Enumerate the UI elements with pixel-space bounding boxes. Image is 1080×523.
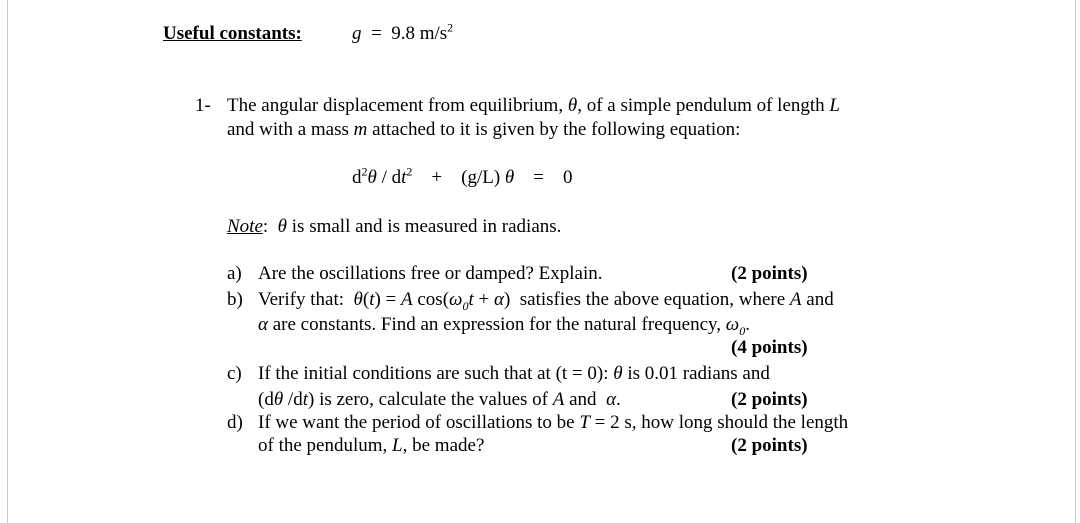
d-text-2b: , be made? xyxy=(402,435,485,456)
b-alpha-2: α xyxy=(258,314,268,335)
b-theta: θ xyxy=(353,289,363,310)
part-b-line-2 xyxy=(258,314,750,336)
b-amplitude: A xyxy=(401,289,413,310)
b-alpha: α xyxy=(493,289,504,310)
q-text-1b: , of a simple pendulum of length xyxy=(577,95,830,116)
question-number: 1- xyxy=(195,95,211,116)
part-b-line-1 xyxy=(258,289,834,311)
b-omega-2-sub: 0 xyxy=(739,323,746,338)
b-suffix: satisfies the above equation, where xyxy=(515,289,790,310)
gravity-constant xyxy=(352,20,454,45)
c-text-2a: is zero, calculate the values of xyxy=(314,389,553,410)
part-d-label: d) xyxy=(227,412,243,433)
c-and: and xyxy=(564,389,602,410)
eq-t: t xyxy=(401,167,407,188)
g-value: 9.8 m/s xyxy=(391,23,448,44)
page-edge-right xyxy=(1075,0,1076,523)
eq-theta: θ xyxy=(367,167,377,188)
length-symbol: L xyxy=(829,95,840,116)
c-theta-2: θ xyxy=(273,389,284,410)
part-d-line-1 xyxy=(258,412,848,434)
q-text-2a: and with a mass xyxy=(227,119,354,140)
note-label: Note xyxy=(227,216,263,237)
eq-exp-b: 2 xyxy=(406,164,413,179)
c-text-1b: is 0.01 radians and xyxy=(622,363,770,384)
b-close: ) xyxy=(503,289,511,310)
c-amplitude: A xyxy=(552,389,565,410)
b-line2-end: . xyxy=(745,314,750,335)
c-alpha: α xyxy=(606,389,617,410)
note-theta: θ xyxy=(277,216,288,237)
b-omega-2: ω xyxy=(725,314,740,335)
note-text: is small and is measured in radians. xyxy=(287,216,562,237)
c-text-1a: If the initial conditions are such that at (t = 0): xyxy=(258,363,614,384)
g-symbol: g xyxy=(352,23,362,44)
part-a-text: Are the oscillations free or damped? Explain. xyxy=(258,263,603,284)
theta-symbol: θ xyxy=(567,95,578,116)
c-t: t xyxy=(302,389,308,410)
note-colon: : xyxy=(262,216,269,237)
question-line-2 xyxy=(227,119,740,141)
question-line-1 xyxy=(227,95,840,117)
note xyxy=(227,216,561,238)
c-paren-d: (d xyxy=(258,389,274,410)
c-paren-close: ) xyxy=(307,389,315,410)
pendulum-equation xyxy=(352,164,573,189)
b-omega-sub: 0 xyxy=(462,298,469,313)
eq-exp: 2 xyxy=(361,164,368,179)
b-prefix: Verify that: xyxy=(258,289,349,310)
d-period-symbol: T xyxy=(579,412,590,433)
mass-symbol: m xyxy=(353,119,368,140)
b-cos: cos( xyxy=(412,289,450,310)
b-amplitude-2: A xyxy=(789,289,802,310)
d-text-2a: of the pendulum, xyxy=(258,435,393,456)
part-a-points: (2 points) xyxy=(731,263,808,284)
part-a-label: a) xyxy=(227,263,242,284)
part-c-points: (2 points) xyxy=(731,389,808,410)
d-text-1b: = 2 s, how long should the length xyxy=(589,412,849,433)
eq-d: d xyxy=(352,167,362,188)
b-line2-text: are constants. Find an expression for the natural frequency, xyxy=(267,314,726,335)
eq-plus: + xyxy=(431,167,443,188)
constants-heading: Useful constants: xyxy=(163,23,302,44)
d-text-1a: If we want the period of oscillations to be xyxy=(258,412,580,433)
b-omega: ω xyxy=(449,289,463,310)
b-plus: + xyxy=(473,289,494,310)
c-dot: . xyxy=(616,389,621,410)
b-t-2: t xyxy=(468,289,474,310)
part-d-points: (2 points) xyxy=(731,435,808,456)
b-paren-close: ) = xyxy=(374,289,402,310)
page-edge-left xyxy=(7,0,8,523)
b-t: t xyxy=(369,289,375,310)
q-text-1a: The angular displacement from equilibrium, xyxy=(227,95,568,116)
g-exponent: 2 xyxy=(447,20,454,35)
part-b-label: b) xyxy=(227,289,243,310)
q-text-2b: attached to it is given by the following equation: xyxy=(367,119,741,140)
c-slash-d: /d xyxy=(283,389,303,410)
eq-equals: = xyxy=(533,167,544,188)
eq-g-over-l: (g/L) xyxy=(461,167,505,188)
b-paren-open: ( xyxy=(362,289,370,310)
part-b-points: (4 points) xyxy=(731,337,808,358)
eq-dt: / d xyxy=(376,167,402,188)
part-c-label: c) xyxy=(227,363,242,384)
c-theta: θ xyxy=(613,363,623,384)
g-equals: = xyxy=(371,23,382,44)
part-c-line-1 xyxy=(258,363,770,385)
d-length-symbol: L xyxy=(392,435,403,456)
part-d-line-2 xyxy=(258,435,484,457)
part-c-line-2 xyxy=(258,389,621,411)
b-and: and xyxy=(801,289,834,310)
eq-zero: 0 xyxy=(562,167,573,188)
eq-theta-2: θ xyxy=(504,167,515,188)
